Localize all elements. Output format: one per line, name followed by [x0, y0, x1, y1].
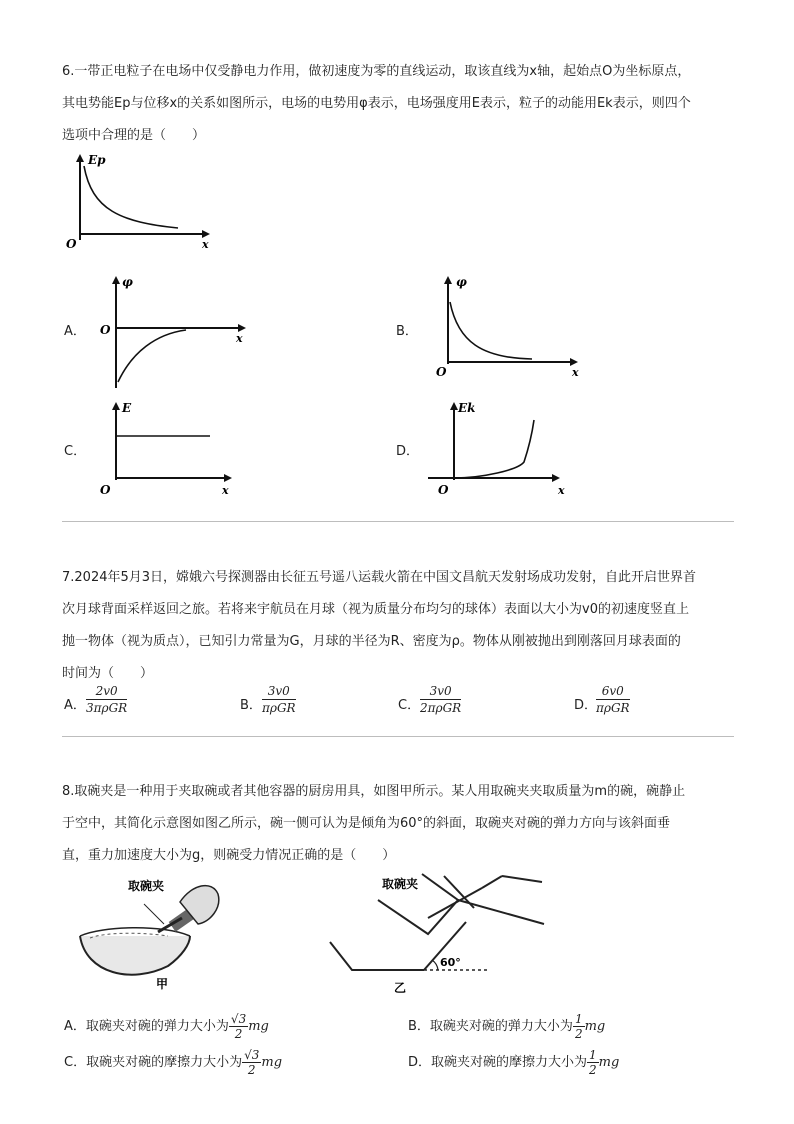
q7-option-d-fraction[interactable] [596, 684, 630, 715]
q6-option-a-origin: O [100, 323, 111, 337]
q7-option-b-fraction[interactable] [262, 684, 296, 715]
q7-option-a-label[interactable]: A． [64, 698, 86, 713]
q8-option-a-num: √3 [230, 1012, 247, 1026]
q7-option-c-num: 3v0 [420, 684, 461, 700]
q6-stem-line2: 其电势能Ep与位移x的关系如图所示，电场的电势用φ表示，电场强度用E表示，粒子的动能用Ek表示，则四个 [62, 96, 691, 111]
q6-main-xlabel: x [202, 238, 209, 250]
q8-yi-angle: 60° [440, 956, 461, 969]
q7-option-d-label[interactable]: D． [574, 698, 598, 713]
q8-stem-line2: 于空中，其简化示意图如图乙所示，碗一侧可认为是倾角为60°的斜面，取碗夹对碗的弹力方向与该斜面垂 [62, 816, 671, 831]
q8-option-b-label: B． [408, 1019, 430, 1034]
q8-option-b-fraction [573, 1012, 585, 1041]
q7-stem-line4: 时间为（ ） [62, 666, 154, 681]
q8-option-a-fraction [229, 1012, 248, 1041]
q8-yi-caption: 乙 [394, 981, 407, 995]
q7-option-a-den: 3πρGR [86, 701, 128, 715]
q8-option-b-den: 2 [574, 1027, 583, 1041]
q6-main-graph [60, 150, 220, 250]
q7-option-d-num: 6v0 [596, 684, 630, 700]
q8-option-c-den: 2 [247, 1063, 256, 1077]
q7-option-b-den: πρGR [262, 701, 296, 715]
q8-figure-yi [326, 870, 556, 996]
q8-option-c[interactable] [64, 1048, 282, 1077]
q8-option-b-text: 取碗夹对碗的弹力大小为 [429, 1019, 573, 1034]
q8-option-c-text: 取碗夹对碗的摩擦力大小为 [86, 1055, 243, 1070]
q8-option-a-text: 取碗夹对碗的弹力大小为 [85, 1019, 229, 1034]
q6-option-b-ylabel: φ [456, 275, 467, 289]
q6-option-a-label[interactable]: A． [64, 324, 86, 339]
q6-option-c-ylabel: E [122, 401, 132, 415]
q8-option-b[interactable] [408, 1012, 605, 1041]
separator [62, 521, 734, 522]
q7-option-c-fraction[interactable] [420, 684, 461, 715]
q6-option-d-graph[interactable] [422, 398, 572, 500]
q8-option-b-tail: mg [584, 1019, 606, 1034]
q7-option-b-num: 3v0 [262, 684, 296, 700]
q6-option-a-xlabel: x [236, 332, 243, 345]
q8-option-d[interactable] [408, 1048, 619, 1077]
q8-option-c-num: √3 [244, 1048, 260, 1062]
q7-stem-line3: 抛一物体（视为质点），已知引力常量为G，月球的半径为R、密度为ρ。物体从刚被抛出到刚落回月球表面的 [62, 634, 681, 649]
q7-stem-line2: 次月球背面采样返回之旅。若将来宇航员在月球（视为质量分布均匀的球体）表面以大小为v0的初速度竖直上 [62, 602, 689, 617]
q8-option-d-label: D． [408, 1055, 432, 1070]
q7-option-c-den: 2πρGR [420, 701, 462, 715]
q8-option-a-den: 2 [234, 1027, 243, 1041]
q6-option-d-origin: O [438, 483, 449, 497]
q6-main-ylabel: Ep [88, 153, 106, 167]
q8-jia-caption: 甲 [156, 977, 169, 991]
q6-option-b-origin: O [436, 365, 447, 379]
q6-option-a-graph[interactable] [96, 272, 256, 392]
q8-stem-line1: 8.取碗夹是一种用于夹取碗或者其他容器的厨房用具，如图甲所示。某人用取碗夹夹取质量为m的碗，碗静止 [62, 784, 686, 799]
q8-option-a[interactable] [64, 1012, 269, 1041]
q6-main-origin: O [66, 237, 77, 250]
q6-option-b-label[interactable]: B． [396, 324, 418, 339]
q7-option-a-fraction[interactable] [86, 684, 127, 715]
q8-option-d-text: 取碗夹对碗的摩擦力大小为 [431, 1055, 588, 1070]
q8-option-c-fraction [242, 1048, 261, 1077]
q6-option-d-ylabel: Ek [458, 401, 476, 415]
q8-option-d-num: 1 [589, 1048, 597, 1062]
q6-option-c-origin: O [100, 483, 111, 497]
q8-option-a-tail: mg [248, 1019, 269, 1034]
q6-option-c-graph[interactable] [96, 398, 246, 500]
q6-option-b-graph[interactable] [428, 272, 588, 384]
q8-option-d-den: 2 [589, 1063, 597, 1077]
q7-option-a-num: 2v0 [86, 684, 127, 700]
q8-option-a-label: A． [64, 1019, 86, 1034]
q7-stem-line1: 7.2024年5月3日，嫦娥六号探测器由长征五号遥八运载火箭在中国文昌航天发射场成功发射，自此开启世界首 [62, 570, 697, 585]
q8-figure-jia [72, 874, 232, 994]
q6-option-d-label[interactable]: D． [396, 444, 420, 459]
q6-stem-line3: 选项中合理的是（ ） [62, 128, 206, 143]
q8-option-c-label: C． [64, 1055, 87, 1070]
q6-option-a-ylabel: φ [122, 275, 133, 289]
q8-stem-line3: 直，重力加速度大小为g，则碗受力情况正确的是（ ） [62, 848, 396, 863]
q8-option-c-tail: mg [261, 1055, 283, 1070]
q8-option-b-num: 1 [574, 1012, 583, 1026]
separator [62, 736, 734, 737]
q8-yi-tool-label: 取碗夹 [382, 877, 419, 891]
q8-jia-tool-label: 取碗夹 [128, 879, 165, 893]
q7-option-b-label[interactable]: B． [240, 698, 262, 713]
q8-option-d-fraction [587, 1048, 599, 1077]
q8-option-d-tail: mg [598, 1055, 620, 1070]
q7-option-d-den: πρGR [596, 701, 630, 715]
q6-option-b-xlabel: x [572, 366, 579, 379]
q6-option-d-xlabel: x [558, 484, 565, 497]
q6-stem-line1: 6.一带正电粒子在电场中仅受静电力作用，做初速度为零的直线运动，取该直线为x轴，起始点O为坐标原点， [62, 64, 691, 79]
q6-option-c-label[interactable]: C． [64, 444, 87, 459]
q7-option-c-label[interactable]: C． [398, 698, 421, 713]
q6-option-c-xlabel: x [222, 484, 229, 497]
